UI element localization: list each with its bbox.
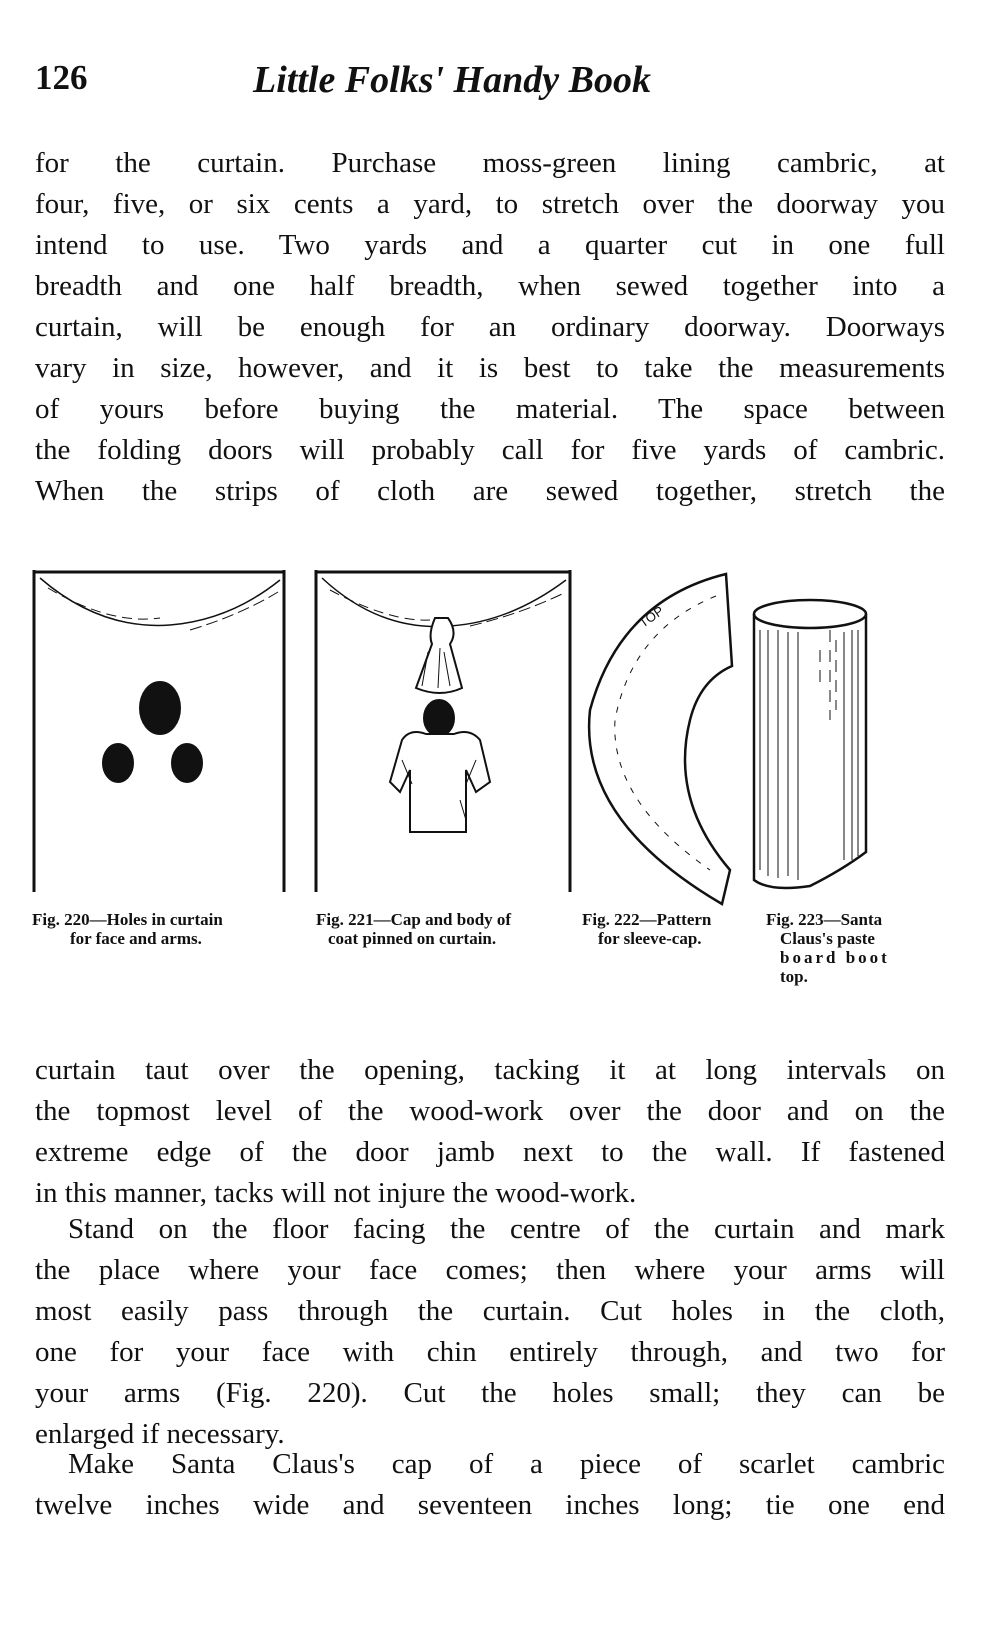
caption-line: board boot [780, 948, 890, 967]
text-line: the folding doors will probably call for five yards of cambric. [35, 434, 945, 466]
fig222-sleeve-cap-pattern [589, 574, 732, 904]
text-line: twelve inches wide and seventeen inches long; tie one end [35, 1489, 945, 1521]
text-line: of yours before buying the material. The space between [35, 393, 945, 425]
paragraph-1 [35, 143, 945, 512]
caption-line: Claus's paste [780, 929, 875, 948]
paragraph-4 [35, 1444, 945, 1526]
text-line: in this manner, tacks will not injure the wood-work. [35, 1177, 637, 1209]
figure-illustrations [30, 570, 960, 910]
page-number: 126 [35, 58, 88, 97]
paragraph-3 [35, 1209, 945, 1455]
text-line: for the curtain. Purchase moss-green lining cambric, at [35, 147, 945, 179]
text-line: one for your face with chin entirely through, and two for [35, 1336, 945, 1368]
fig223-caption [766, 910, 956, 986]
running-header [35, 58, 955, 118]
caption-line: Fig. 222—Pattern [582, 910, 712, 929]
caption-line: top. [780, 967, 808, 986]
caption-line: for sleeve-cap. [598, 929, 702, 948]
text-line: enlarged if necessary. [35, 1418, 285, 1450]
text-line: When the strips of cloth are sewed together, stretch the [35, 475, 945, 507]
text-line: vary in size, however, and it is best to take the measurements [35, 352, 945, 384]
text-line: curtain, will be enough for an ordinary doorway. Doorways [35, 311, 945, 343]
fig220-curtain-illustration [34, 570, 284, 892]
figure-group [30, 570, 960, 1040]
caption-line: Fig. 223—Santa [766, 910, 883, 929]
text-line: most easily pass through the curtain. Cut holes in the cloth, [35, 1295, 945, 1327]
caption-line: coat pinned on curtain. [328, 929, 497, 948]
text-line: your arms (Fig. 220). Cut the holes small; they can be [35, 1377, 945, 1409]
paragraph-2 [35, 1050, 945, 1214]
caption-line: Fig. 221—Cap and body of [316, 910, 512, 929]
text-line: Stand on the floor facing the centre of the curtain and mark [68, 1213, 945, 1245]
text-line: Make Santa Claus's cap of a piece of scarlet cambric [68, 1448, 945, 1480]
fig222-top-label: TOP [636, 602, 667, 631]
text-line: curtain taut over the opening, tacking it at long intervals on [35, 1054, 945, 1086]
text-line: intend to use. Two yards and a quarter cut in one full [35, 229, 945, 261]
fig221-cap-coat-illustration [316, 570, 570, 892]
text-line: the topmost level of the wood-work over the door and on the [35, 1095, 945, 1127]
fig223-boot-top-cylinder [754, 600, 866, 888]
text-line: breadth and one half breadth, when sewed together into a [35, 270, 945, 302]
caption-line: for face and arms. [70, 929, 202, 948]
text-line: four, five, or six cents a yard, to stretch over the doorway you [35, 188, 945, 220]
fig222-caption [582, 910, 772, 948]
fig221-caption [316, 910, 576, 948]
caption-line: Fig. 220—Holes in curtain [32, 910, 223, 929]
running-title: Little Folks' Handy Book [253, 59, 651, 101]
text-line: the place where your face comes; then where your arms will [35, 1254, 945, 1286]
text-line: extreme edge of the door jamb next to the wall. If fastened [35, 1136, 945, 1168]
fig220-caption [32, 910, 302, 948]
